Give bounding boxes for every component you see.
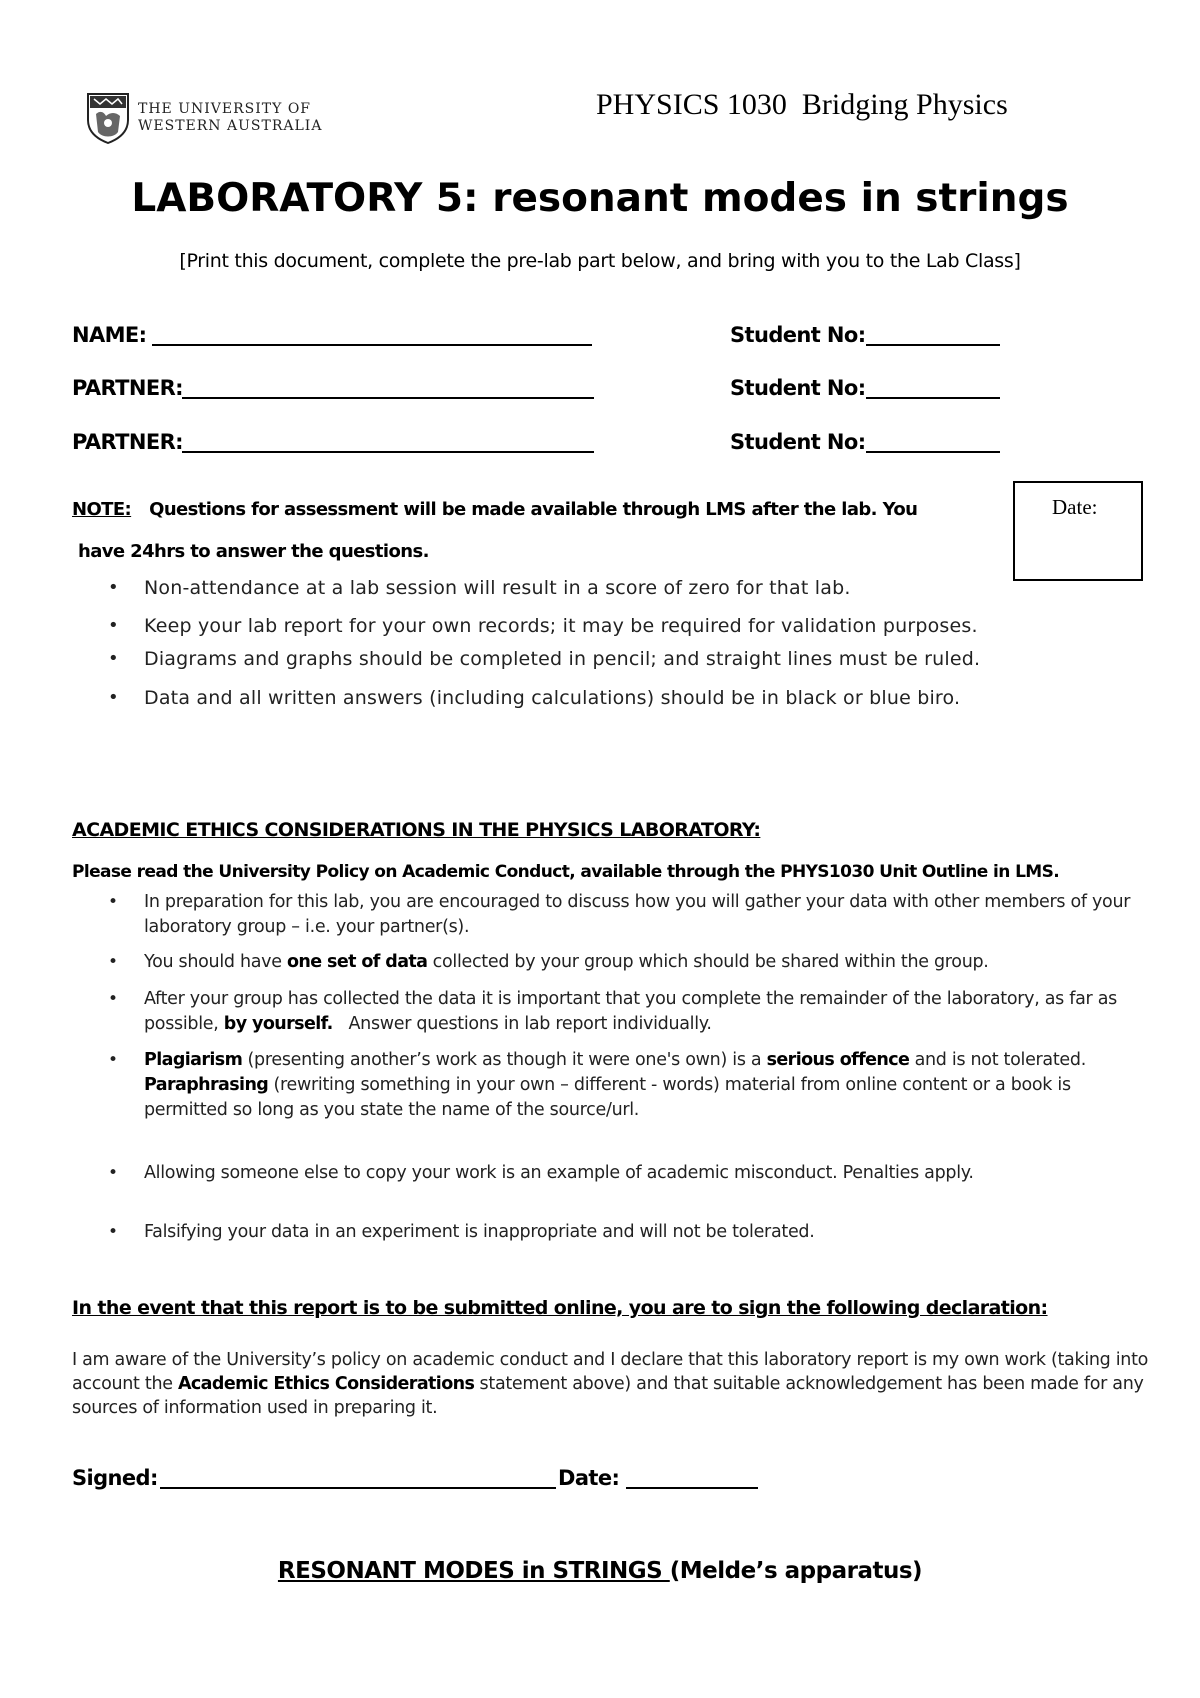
partner-field-1[interactable] bbox=[182, 397, 594, 399]
university-name-line1: THE UNIVERSITY OF bbox=[138, 101, 312, 117]
rule-item: • Diagrams and graphs should be completed in pencil; and straight lines must be ruled. bbox=[108, 648, 1108, 687]
ethics-item: • Plagiarism (presenting another’s work as though it were one's own) is a serious offence and is not tolerated. Paraphrasing (rewriting something in your own – different - words) material from online content or a book is permitted so long as you state the name of the source/url. bbox=[108, 1048, 1138, 1123]
rule-item: • Data and all written answers (including calculations) should be in black or blue biro. bbox=[108, 687, 1108, 717]
print-instruction: [Print this document, complete the pre-lab part below, and bring with you to the Lab Class] bbox=[179, 250, 1021, 272]
partner-label-2: PARTNER: bbox=[72, 430, 183, 454]
student-no-field-3[interactable] bbox=[866, 451, 1000, 453]
note bbox=[72, 499, 917, 520]
lab-rules-list bbox=[108, 577, 1108, 717]
rule-item: • Keep your lab report for your own records; it may be required for validation purposes. bbox=[108, 615, 1108, 648]
declaration-text: I am aware of the University’s policy on academic conduct and I declare that this laboratory report is my own work (taking into account the Academic Ethics Considerations statement above) and that suitable acknowledgement has been made for any sources of information used in preparing it. bbox=[72, 1350, 1149, 1418]
declaration-date-label: Date: bbox=[558, 1466, 620, 1490]
student-no-field-1[interactable] bbox=[866, 344, 1000, 346]
note-line-1: Questions for assessment will be made available through LMS after the lab. You bbox=[149, 499, 918, 520]
note-line-2: have 24hrs to answer the questions. bbox=[78, 541, 429, 562]
ethics-item: • Falsifying your data in an experiment is inappropriate and will not be tolerated. bbox=[108, 1220, 1138, 1245]
ethics-item: • Allowing someone else to copy your work is an example of academic misconduct. Penalties apply. bbox=[108, 1161, 1138, 1186]
name-field[interactable] bbox=[152, 344, 592, 346]
ethics-item: • After your group has collected the data it is important that you complete the remainder of the laboratory, as far as possible, by yourself. Answer questions in lab report individually. bbox=[108, 987, 1138, 1037]
ethics-read-policy: Please read the University Policy on Academic Conduct, available through the PHYS1030 Unit Outline in LMS. bbox=[72, 862, 1060, 882]
student-no-label-1: Student No: bbox=[730, 323, 866, 347]
crest-icon bbox=[86, 92, 130, 144]
name-label: NAME: bbox=[72, 323, 147, 347]
declaration-title: In the event that this report is to be submitted online, you are to sign the following declaration: bbox=[72, 1297, 1048, 1319]
rule-item: • Non-attendance at a lab session will result in a score of zero for that lab. bbox=[108, 577, 1108, 615]
university-logo bbox=[86, 92, 326, 146]
ethics-list bbox=[108, 890, 1138, 1245]
student-no-field-2[interactable] bbox=[866, 397, 1000, 399]
student-no-label-3: Student No: bbox=[730, 430, 866, 454]
note-heading: NOTE: bbox=[72, 499, 132, 520]
signed-label: Signed: bbox=[72, 1466, 158, 1490]
ethics-item: • In preparation for this lab, you are encouraged to discuss how you will gather your data with other members of your laboratory group – i.e. your partner(s). bbox=[108, 890, 1138, 940]
partner-field-2[interactable] bbox=[182, 451, 594, 453]
page-title: LABORATORY 5: resonant modes in strings bbox=[131, 176, 1069, 221]
date-box[interactable] bbox=[1013, 481, 1143, 581]
date-box-label: Date: bbox=[1052, 495, 1098, 519]
section-title: RESONANT MODES in STRINGS (Melde’s apparatus) bbox=[277, 1558, 923, 1584]
ethics-title: ACADEMIC ETHICS CONSIDERATIONS IN THE PHYSICS LABORATORY: bbox=[72, 819, 761, 841]
university-name-line2: WESTERN AUSTRALIA bbox=[138, 118, 323, 134]
student-no-label-2: Student No: bbox=[730, 376, 866, 400]
declaration-date-field[interactable] bbox=[626, 1487, 758, 1489]
signature-field[interactable] bbox=[160, 1487, 556, 1489]
course-title: PHYSICS 1030 Bridging Physics bbox=[596, 88, 1008, 121]
ethics-item: • You should have one set of data collected by your group which should be shared within the group. bbox=[108, 950, 1138, 975]
partner-label-1: PARTNER: bbox=[72, 376, 183, 400]
